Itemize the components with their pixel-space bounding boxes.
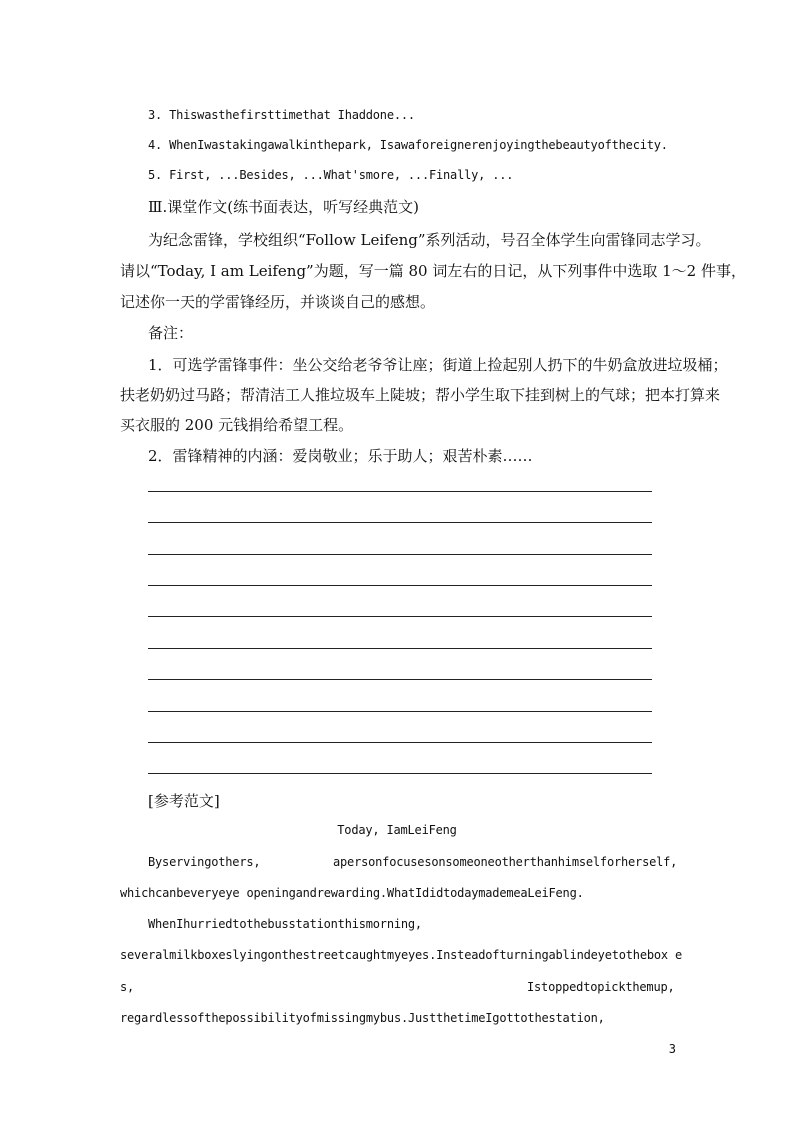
essay-line-1b: apersonfocusesonsomeoneotherthanhimselforherself, bbox=[333, 855, 678, 869]
note2-line: 2．雷锋精神的内涵：爱岗敬业；乐于助人；艰苦朴素…… bbox=[148, 447, 533, 465]
writing-line[interactable] bbox=[148, 742, 652, 743]
essay-line-5a: s, bbox=[120, 980, 135, 994]
section-heading: Ⅲ.课堂作文(练书面表达，听写经典范文) bbox=[148, 198, 419, 216]
essay-line-5b: Istoppedtopickthemup, bbox=[527, 980, 675, 994]
text-line-3: 3. Thiswasthefirsttimethat Ihaddone... bbox=[148, 108, 415, 122]
note-label: 备注： bbox=[148, 324, 194, 342]
text-line-5: 5. First, ...Besides, ...What'smore, ...Finally, ... bbox=[148, 168, 514, 182]
prompt-line-1: 为纪念雷锋，学校组织“Follow Leifeng”系列活动，号召全体学生向雷锋同志学习。 bbox=[148, 231, 711, 249]
writing-line[interactable] bbox=[148, 554, 652, 555]
essay-line-2: whichcanbeveryeye openingandrewarding.WhatIdidtodaymademeaLeiFeng. bbox=[120, 886, 584, 900]
essay-line-1a: Byservingothers, bbox=[148, 855, 261, 869]
text-line-4: 4. WhenIwastakingawalkinthepark, Isawaforeignerenjoyingthebeautyofthecity. bbox=[148, 138, 668, 152]
note1-line-1: 1．可选学雷锋事件：坐公交给老爷爷让座；街道上捡起别人扔下的牛奶盒放进垃圾桶； bbox=[148, 356, 728, 374]
essay-line-6: regardlessofthepossibilityofmissingmybus.JustthetimeIgottothestation, bbox=[120, 1011, 605, 1025]
writing-line[interactable] bbox=[148, 522, 652, 523]
prompt-line-2: 请以“Today, I am Leifeng”为题，写一篇 80 词左右的日记，从下列事件中选取 1～2 件事， bbox=[120, 262, 746, 280]
writing-line[interactable] bbox=[148, 648, 652, 649]
essay-line-4: severalmilkboxeslyingonthestreetcaughtmyeyes.Insteadofturningablindeyetothebox e bbox=[120, 948, 682, 962]
note1-line-3: 买衣服的 200 元钱捐给希望工程。 bbox=[120, 416, 354, 434]
essay-line-3: WhenIhurriedtothebusstationthismorning, bbox=[148, 917, 422, 931]
writing-line[interactable] bbox=[148, 491, 652, 492]
writing-line[interactable] bbox=[148, 679, 652, 680]
writing-line[interactable] bbox=[148, 773, 652, 774]
prompt-line-3: 记述你一天的学雷锋经历，并谈谈自己的感想。 bbox=[120, 293, 436, 311]
writing-line[interactable] bbox=[148, 616, 652, 617]
page-number: 3 bbox=[668, 1042, 676, 1056]
writing-line[interactable] bbox=[148, 585, 652, 586]
writing-line[interactable] bbox=[148, 711, 652, 712]
reference-label: [参考范文] bbox=[148, 792, 220, 810]
essay-title: Today, IamLeiFeng bbox=[337, 823, 457, 837]
note1-line-2: 扶老奶奶过马路；帮清洁工人推垃圾车上陡坡；帮小学生取下挂到树上的气球；把本打算来 bbox=[120, 386, 721, 404]
